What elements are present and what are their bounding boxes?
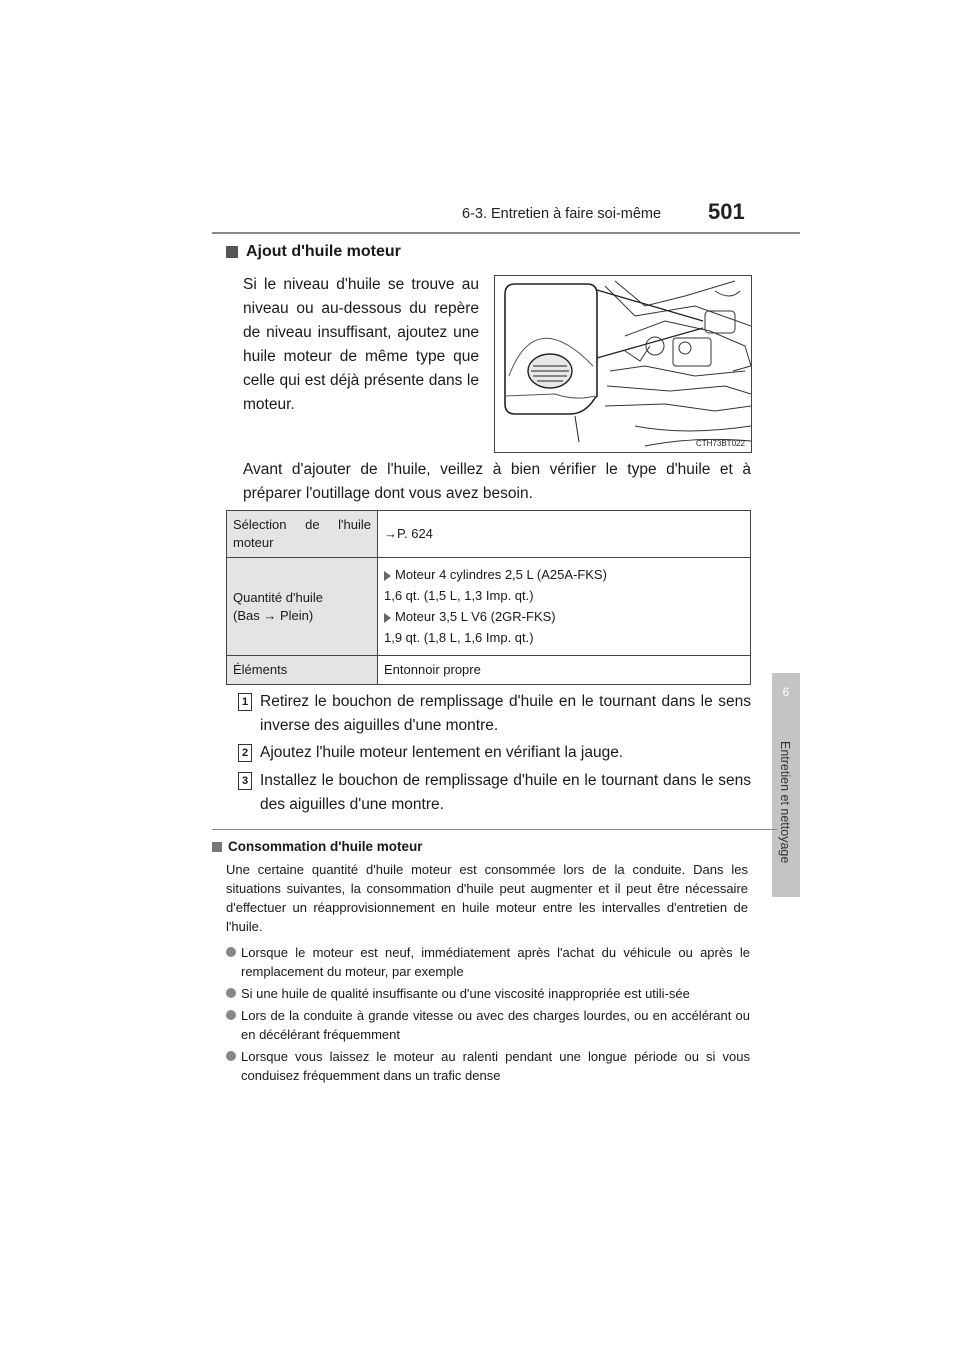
bullet-text: Lorsque le moteur est neuf, immédiatement après l'achat du véhicule ou après le remplacement du moteur, par exemple [241, 945, 750, 979]
oil-quantity: 1,9 qt. (1,8 L, 1,6 Imp. qt.) [384, 630, 534, 645]
table-label [227, 558, 378, 656]
list-item [226, 1006, 750, 1044]
bullet-text: Si une huile de qualité insuffisante ou d'une viscosité inappropriée est utili-sée [241, 986, 690, 1001]
engine-label: Moteur 4 cylindres 2,5 L (A25A-FKS) [395, 567, 607, 582]
table-label-line: (Bas → Plein) [233, 607, 314, 623]
note-title: Consommation d'huile moteur [228, 839, 423, 854]
table-row [227, 656, 751, 685]
circle-bullet-icon [226, 988, 236, 998]
triangle-bullet-icon [384, 613, 391, 623]
step-item [238, 769, 751, 817]
engine-label: Moteur 3,5 L V6 (2GR-FKS) [395, 609, 556, 624]
circle-bullet-icon [226, 1010, 236, 1020]
circle-bullet-icon [226, 1051, 236, 1061]
list-item [226, 984, 750, 1003]
step-text: Installez le bouchon de remplissage d'huile en le tournant dans le sens des aiguilles d'une montre. [260, 772, 751, 813]
chapter-title: Entretien et nettoyage [778, 741, 792, 864]
figure-code: CTH73BT022 [696, 439, 745, 448]
table-label: Éléments [227, 656, 378, 685]
step-number: 1 [238, 693, 252, 711]
square-bullet-icon [212, 842, 222, 852]
list-item [226, 1047, 750, 1085]
engine-variant [384, 566, 744, 584]
note-body: Une certaine quantité d'huile moteur est consommée lors de la conduite. Dans les situations suivantes, la consommation d'huile peut augmenter et il peut être nécessaire d'effectuer un réapprovisionnement en huile moteur entre les intervalles d'entretien de l'huile. [226, 862, 748, 934]
step-text: Retirez le bouchon de remplissage d'huile en le tournant dans le sens inverse des aiguilles d'une montre. [260, 693, 751, 734]
intro-paragraph: Si le niveau d'huile se trouve au niveau ou au-dessous du repère de niveau insuffisant, ajoutez une huile moteur de même type que celle qui est déjà présente dans le moteur. [243, 276, 479, 413]
oil-specification-table [226, 510, 751, 685]
step-text: Ajoutez l'huile moteur lentement en vérifiant la jauge. [260, 744, 624, 761]
engine-variant [384, 608, 744, 626]
note-heading [212, 839, 422, 854]
chapter-side-tab [772, 673, 800, 897]
list-item [226, 943, 750, 981]
section-breadcrumb: 6-3. Entretien à faire soi-même [462, 206, 662, 222]
triangle-bullet-icon [384, 571, 391, 581]
step-item [238, 690, 751, 738]
step-number: 3 [238, 772, 252, 790]
chapter-number: 6 [782, 685, 790, 699]
square-bullet-icon [226, 246, 238, 258]
bullet-text: Lors de la conduite à grande vitesse ou avec des charges lourdes, ou en accélérant ou en décélérant fréquemment [241, 1008, 750, 1042]
bullet-text: Lorsque vous laissez le moteur au ralenti pendant une longue période ou si vous conduisez fréquemment dans un trafic dense [241, 1049, 750, 1083]
step-item [238, 741, 751, 765]
table-row [227, 558, 751, 656]
note-bullet-list [226, 943, 750, 1088]
engine-bay-drawing [495, 276, 751, 452]
section-heading [226, 243, 401, 261]
engine-oil-cap-illustration [494, 275, 752, 453]
circle-bullet-icon [226, 947, 236, 957]
oil-quantity: 1,6 qt. (1,5 L, 1,3 Imp. qt.) [384, 588, 534, 603]
table-value: Entonnoir propre [378, 656, 751, 685]
table-row [227, 511, 751, 558]
header-divider [212, 232, 800, 234]
preparation-paragraph: Avant d'ajouter de l'huile, veillez à bien vérifier le type d'huile et à préparer l'outillage dont vous avez besoin. [243, 461, 751, 502]
notes-divider [212, 829, 777, 830]
section-title: Ajout d'huile moteur [246, 243, 401, 260]
table-label: Sélection de l'huile moteur [227, 511, 378, 558]
table-value [378, 558, 751, 656]
table-label-line: Quantité d'huile [233, 589, 323, 605]
table-value: →P. 624 [378, 511, 751, 558]
step-number: 2 [238, 744, 252, 762]
page-number: 501 [708, 199, 745, 224]
